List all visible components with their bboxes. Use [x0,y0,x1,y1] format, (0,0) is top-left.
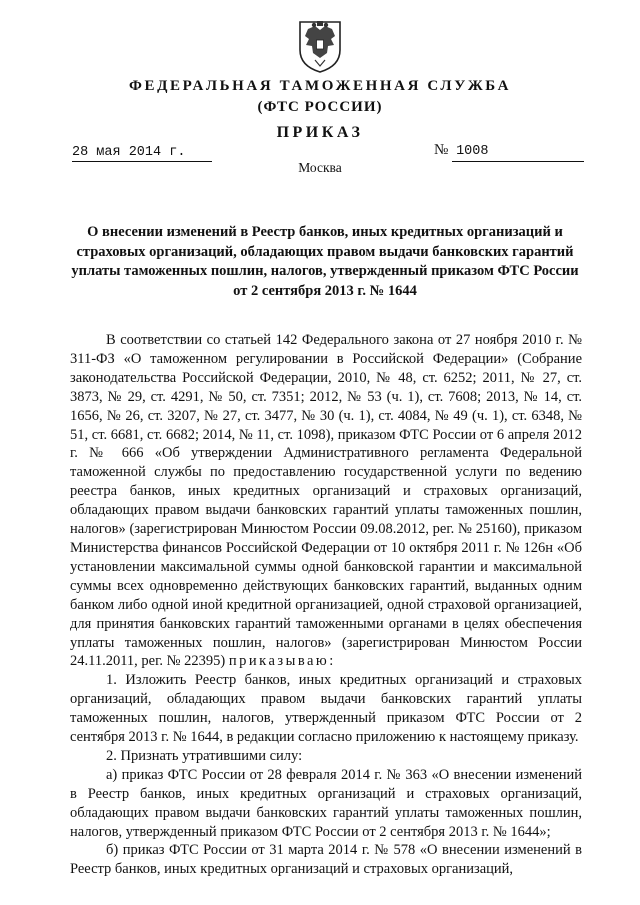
russian-emblem-icon [297,16,343,74]
city: Москва [298,160,342,175]
agency-abbreviation: (ФТС РОССИИ) [257,99,383,115]
document-title: О внесении изменений в Реестр банков, иных кредитных организаций и страховых организаций, обладающих правом выдачи банковских гарантий уплаты таможенных пошлин, налогов, утвержденный приказом ФТС России от 2 сентября 2013 г. № 1644 [71,224,579,299]
number-sign: № [434,142,449,158]
item-1: 1. Изложить Реестр банков, иных кредитных организаций и страховых организаций, обладающих правом выдачи банковских гарантий уплаты таможенных пошлин, налогов, утвержденный приказом ФТС России от 2 сентября 2013 г. № 1644, в редакции согласно приложению к настоящему приказу. [70,672,582,746]
preamble-text: В соответствии со статьей 142 Федерального закона от 27 ноября 2010 г. № 311-ФЗ «О таможенном регулировании в Российской Федерации» (Собрание законодательства Российской Федерации, 2010, № 48, ст. 6252; 2011, № 27, ст. 3873, № 29, ст. 4291, № 50, ст. 7351; 2012, № 53 (ч. 1), ст. 7608; 2013, № 14, ст. 1656, № 26, ст. 3207, № 27, ст. 3477, № 30 (ч. 1), ст. 4084, № 49 (ч. 1), ст. 6348, № 51, ст. 6681, ст. 6682; 2014, № 11, ст. 1098), приказом ФТС России от 6 апреля 2012 г. № 666 «Об утверждении Административного регламента Федеральной таможенной службы по предоставлению государственной услуги по ведению реестра банков, иных кредитных организаций и страховых организаций, обладающих правом выдачи банковских гарантий уплаты таможенных пошлин, налогов» (зарегистрирован Минюстом России 09.08.2012, рег. № 25160), приказом Министерства финансов Российской Федерации от 10 октября 2011 г. № 126н «Об установлении максимальной суммы одной банковской гарантии и максимальной суммы всех одновременно действующих банковских гарантий, выданных одним банком либо одной иной кредитной организацией, одной страховой организацией, для принятия банковских гарантий таможенными органами в целях обеспечения уплаты таможенных пошлин, налогов» (зарегистрирован Минюстом России 24.11.2011, рег. № 22395) [70,332,582,670]
document-body [70,331,582,879]
number-value: 1008 [452,143,584,162]
document-number [434,141,584,162]
item-2: 2. Признать утратившими силу: [106,747,303,764]
document-date: 28 мая 2014 г. [72,145,212,162]
preamble-paragraph: В соответствии со статьей 142 Федерального закона от 27 ноября 2010 г. № 311-ФЗ «О таможенном регулировании в Российской Федерации» (Собрание законодательства Российской Федерации, 2010, № 48, ст. 6252; 2011, № 27, ст. 3873, № 29, ст. 4291, № 50, ст. 7351; 2012, № 53 (ч. 1), ст. 7608; 2013, № 14, ст. 1656, № 26, ст. 3207, № 27, ст. 3477, № 30 (ч. 1), ст. 4084, № 49 (ч. 1), ст. 6348, № 51, ст. 6681, ст. 6682; 2014, № 11, ст. 1098), приказом ФТС России от 6 апреля 2012 г. № 666 «Об утверждении Административного регламента Федеральной таможенной службы по предоставлению государственной услуги по ведению реестра банков, иных кредитных организаций и страховых организаций, обладающих правом выдачи банковских гарантий уплаты таможенных пошлин, налогов» (зарегистрирован Минюстом России 09.08.2012, рег. № 25160), приказом Министерства финансов Российской Федерации от 10 октября 2011 г. № 126н «Об установлении максимальной суммы одной банковской гарантии и максимальной суммы всех одновременно действующих банковских гарантий, выданных одним банком либо одной иной кредитной организацией, одной страховой организацией, для принятия банковских гарантий таможенными органами в целях обеспечения уплаты таможенных пошлин, налогов» (зарегистрирован Минюстом России 24.11.2011, рег. № 22395) приказываю: [70,332,582,670]
order-word: приказываю [228,653,330,670]
agency-name: ФЕДЕРАЛЬНАЯ ТАМОЖЕННАЯ СЛУЖБА [128,78,512,94]
item-2b: б) приказ ФТС России от 31 марта 2014 г. № 578 «О внесении изменений в Реестр банков, иных кредитных организаций и страховых организаций, [70,842,582,878]
document-type: ПРИКАЗ [276,124,364,141]
item-2a: а) приказ ФТС России от 28 февраля 2014 г. № 363 «О внесении изменений в Реестр банков, иных кредитных организаций и страховых организаций, обладающих правом выдачи банковских гарантий уплаты таможенных пошлин, налогов, утвержденный приказом ФТС России от 2 сентября 2013 г. № 1644»; [70,766,582,840]
